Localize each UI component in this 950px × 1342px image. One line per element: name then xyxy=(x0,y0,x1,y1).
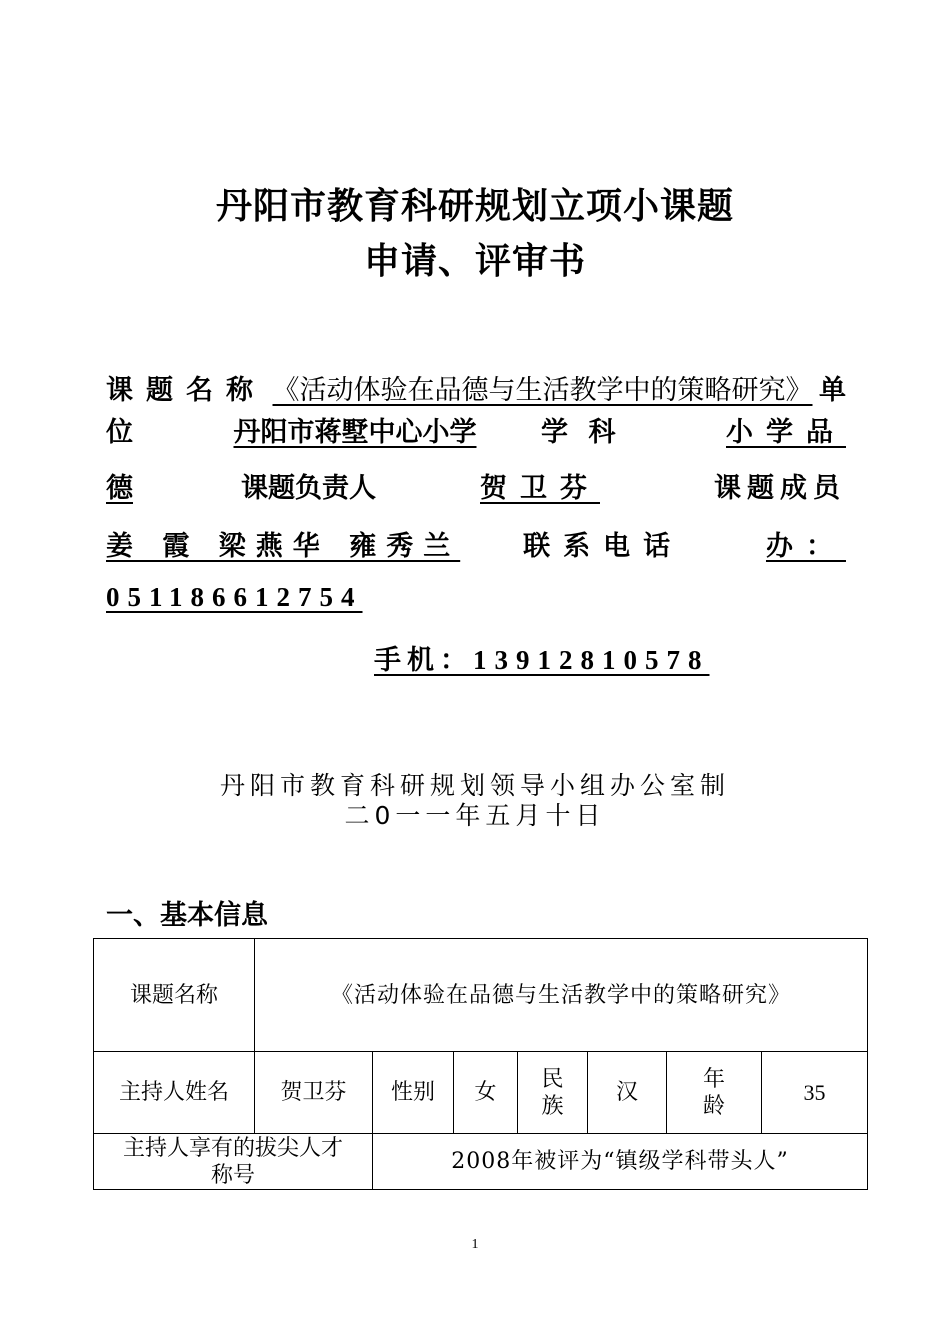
cover-line-unit xyxy=(106,410,846,449)
topic-label-cell: 课题名称 xyxy=(94,939,255,1052)
gender-label-cell: 性别 xyxy=(373,1052,454,1134)
mobile-label: 手机： xyxy=(374,645,473,676)
topic-value: 《活动体验在品德与生活教学中的策略研究》 xyxy=(272,375,813,406)
office-name: 丹阳市教育科研规划领导小组办公室制 xyxy=(219,771,730,800)
leader-value: 贺卫芬 xyxy=(480,473,600,504)
unit-label-1: 单 xyxy=(819,375,846,406)
subject-label-2: 科 xyxy=(588,417,616,448)
ethnicity-label-line2: 族 xyxy=(541,1093,564,1119)
age-label-cell xyxy=(667,1052,762,1134)
mobile-value: 13912810578 xyxy=(473,645,710,675)
members-label: 课题成员 xyxy=(714,473,846,504)
phone-label: 联系电话 xyxy=(523,531,684,562)
cover-line-members xyxy=(106,524,846,563)
age-label-line2: 龄 xyxy=(702,1093,725,1119)
office-date: 二0一一年五月十日 xyxy=(344,801,606,830)
cover-line-topic xyxy=(106,368,846,407)
subject-value-1: 小学品 xyxy=(726,417,846,448)
host-value-cell: 贺卫芬 xyxy=(255,1052,373,1134)
office-phone-label: 办： xyxy=(765,531,846,562)
office-phone-value: 051186612754 xyxy=(106,582,363,612)
table-row-host xyxy=(94,1052,868,1134)
talent-label-line2: 称号 xyxy=(210,1162,255,1188)
leader-label: 课题负责人 xyxy=(241,473,376,504)
unit-label-2: 位 xyxy=(106,417,133,448)
unit-value: 丹阳市蒋墅中心小学 xyxy=(233,417,477,448)
document-title-line2: 申请、评审书 xyxy=(363,241,586,282)
section-heading-basic-info: 一、基本信息 xyxy=(106,900,268,931)
age-label-line1: 年 xyxy=(702,1066,725,1092)
age-value-cell: 35 xyxy=(762,1052,868,1134)
ethnicity-value-cell: 汉 xyxy=(588,1052,667,1134)
ethnicity-label-cell xyxy=(518,1052,588,1134)
subject-value-2: 德 xyxy=(106,473,133,504)
talent-label-cell xyxy=(94,1134,373,1190)
basic-info-table xyxy=(93,938,868,1190)
table-row-talent xyxy=(94,1134,868,1190)
talent-value-cell: 2008年被评为“镇级学科带头人” xyxy=(373,1134,868,1190)
topic-value-cell: 《活动体验在品德与生活教学中的策略研究》 xyxy=(255,939,868,1052)
subject-label-1: 学 xyxy=(541,417,568,448)
gender-value-cell: 女 xyxy=(454,1052,518,1134)
topic-label: 课题名称 xyxy=(106,375,266,406)
table-row-topic xyxy=(94,939,868,1052)
ethnicity-label-line1: 民 xyxy=(541,1066,564,1092)
page-number: 1 xyxy=(471,1237,479,1252)
cover-line-office-phone xyxy=(106,582,846,613)
cover-line-mobile xyxy=(330,638,730,677)
host-label-cell: 主持人姓名 xyxy=(94,1052,255,1134)
document-title-line1: 丹阳市教育科研规划立项小课题 xyxy=(215,186,734,227)
talent-label-line1: 主持人享有的拔尖人才 xyxy=(122,1135,343,1161)
cover-line-leader xyxy=(106,466,846,505)
members-value: 姜 霞 梁燕华 雍秀兰 xyxy=(106,531,461,562)
